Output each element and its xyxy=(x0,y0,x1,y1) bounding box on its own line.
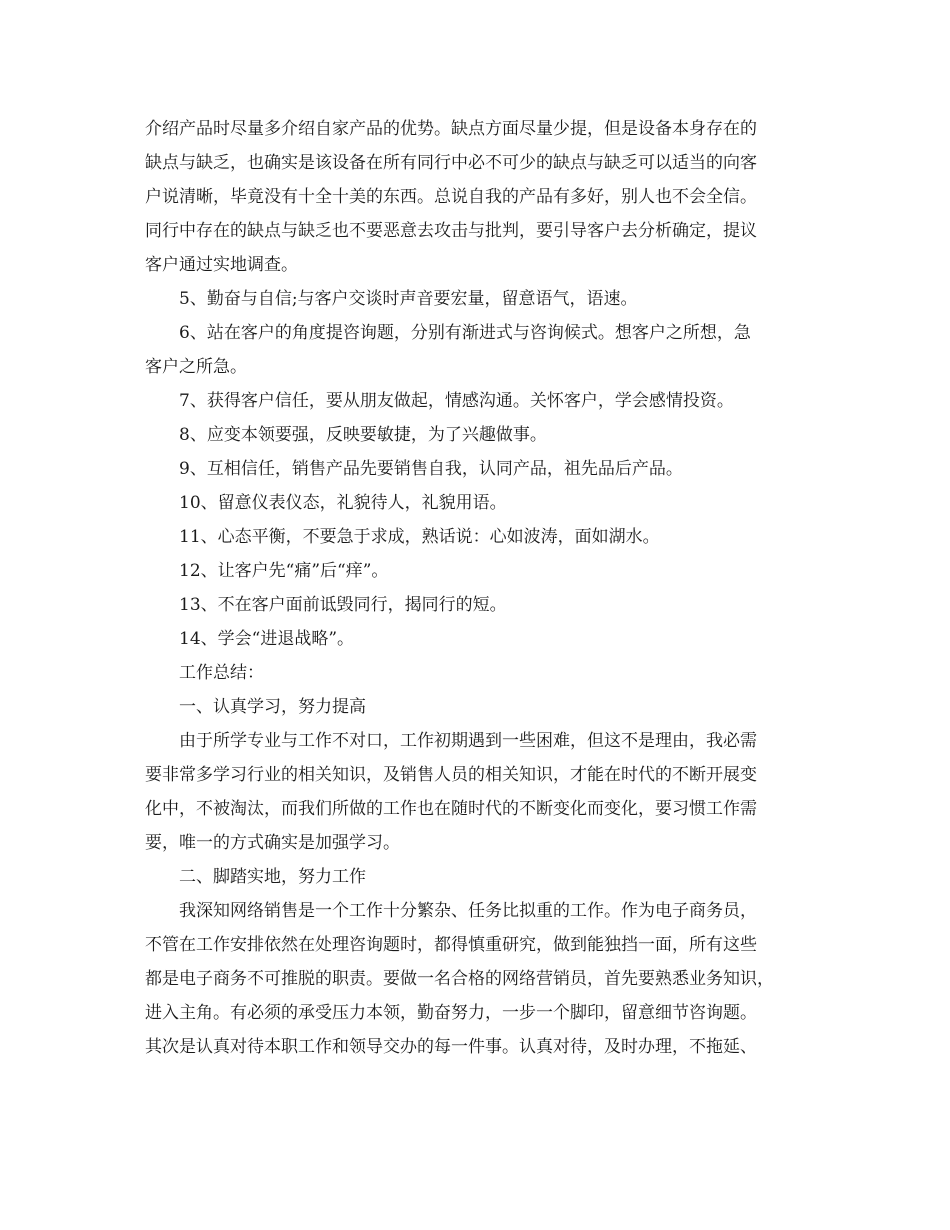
text-line: 同行中存在的缺点与缺乏也不要恶意去攻击与批判，要引导客户去分析确定，提议 xyxy=(145,221,757,241)
text-line: 8、应变本领要强，反映要敏捷，为了兴趣做事。 xyxy=(179,425,547,445)
text-line: 由于所学专业与工作不对口，工作初期遇到一些困难，但这不是理由，我必需 xyxy=(179,731,757,751)
text-line: 不管在工作安排依然在处理咨询题时，都得慎重研究，做到能独挡一面，所有这些 xyxy=(145,935,757,955)
text-line: 二、脚踏实地，努力工作 xyxy=(179,867,366,887)
text-line: 都是电子商务不可推脱的职责。要做一名合格的网络营销员，首先要熟悉业务知识， xyxy=(145,969,774,989)
text-line: 9、互相信任，销售产品先要销售自我，认同产品，祖先品后产品。 xyxy=(179,459,683,479)
text-line: 12、让客户先“痛”后“痒”。 xyxy=(179,561,389,581)
text-line: 客户之所急。 xyxy=(145,357,247,377)
text-line: 要非常多学习行业的相关知识，及销售人员的相关知识，才能在时代的不断开展变 xyxy=(145,765,757,785)
text-line: 户说清晰，毕竟没有十全十美的东西。总说自我的产品有多好，别人也不会全信。 xyxy=(145,187,757,207)
text-line: 工作总结： xyxy=(179,663,264,683)
text-line: 10、留意仪表仪态，礼貌待人，礼貌用语。 xyxy=(179,493,507,513)
text-line: 化中，不被淘汰，而我们所做的工作也在随时代的不断变化而变化，要习惯工作需 xyxy=(145,799,757,819)
text-line: 一、认真学习，努力提高 xyxy=(179,697,366,717)
document-body xyxy=(145,112,815,1064)
text-line: 13、不在客户面前诋毁同行，揭同行的短。 xyxy=(179,595,507,615)
text-line: 介绍产品时尽量多介绍自家产品的优势。缺点方面尽量少提，但是设备本身存在的 xyxy=(145,119,757,139)
text-line: 我深知网络销售是一个工作十分繁杂、任务比拟重的工作。作为电子商务员， xyxy=(179,901,757,921)
text-line: 7、获得客户信任，要从朋友做起，情感沟通。关怀客户，学会感情投资。 xyxy=(179,391,734,411)
text-line: 14、学会“进退战略”。 xyxy=(179,629,355,649)
text-line: 其次是认真对待本职工作和领导交办的每一件事。认真对待，及时办理，不拖延、 xyxy=(145,1037,757,1057)
text-line: 6、站在客户的角度提咨询题，分别有渐进式与咨询候式。想客户之所想，急 xyxy=(179,323,751,343)
text-line: 要，唯一的方式确实是加强学习。 xyxy=(145,833,400,853)
text-line: 5、勤奋与自信;与客户交谈时声音要宏量，留意语气，语速。 xyxy=(179,289,638,309)
text-line: 11、心态平衡，不要急于求成，熟话说：心如波涛，面如湖水。 xyxy=(179,527,660,547)
text-line: 客户通过实地调查。 xyxy=(145,255,298,275)
text-line: 进入主角。有必须的承受压力本领，勤奋努力，一步一个脚印，留意细节咨询题。 xyxy=(145,1003,757,1023)
text-line: 缺点与缺乏，也确实是该设备在所有同行中必不可少的缺点与缺乏可以适当的向客 xyxy=(145,153,757,173)
